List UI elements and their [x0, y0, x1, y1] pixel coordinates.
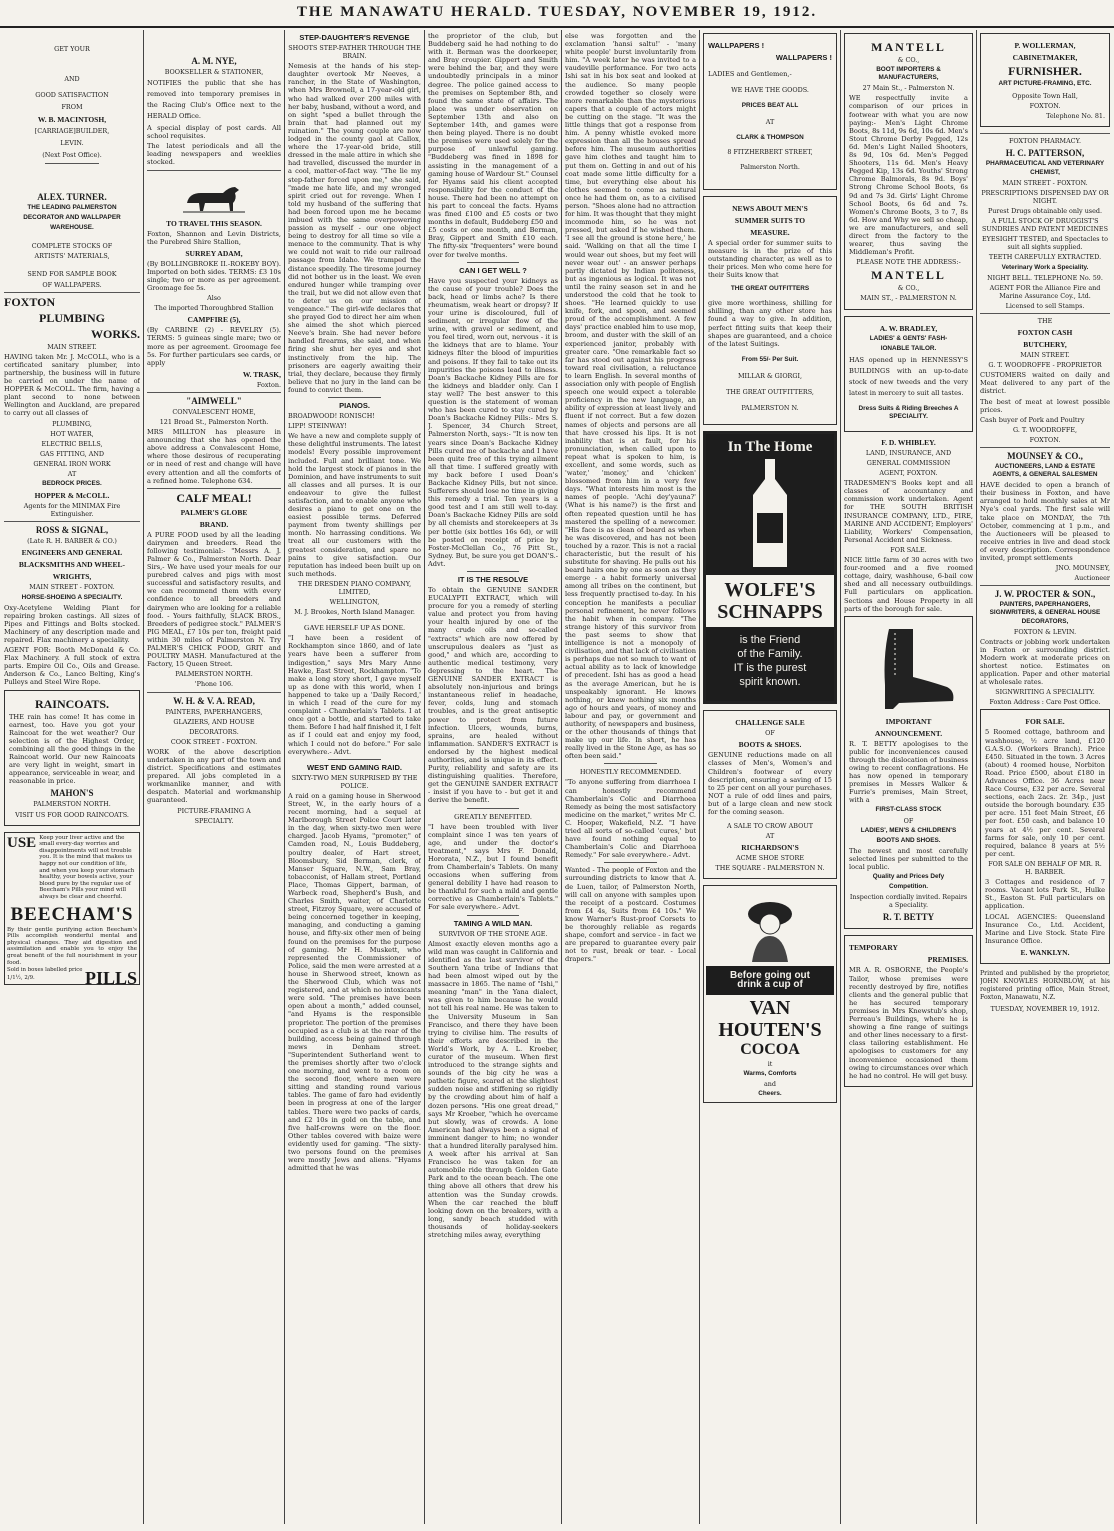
- ad-line: LIPP! STEINWAY!: [288, 422, 347, 431]
- ad-line: DECORATORS.: [189, 727, 239, 736]
- ad-line: SIGNWRITING A SPECIALITY.: [995, 688, 1095, 697]
- ad-street: MAIN STREET - FOXTON.: [29, 583, 115, 592]
- ad-line: PAINTERS, PAPERHANGERS, SIGNWRITERS, & GENERAL HOUSE DECORATORS,: [989, 601, 1101, 625]
- column-7: [844, 30, 973, 1520]
- pianos-ad: [288, 401, 421, 616]
- column-rule: [976, 30, 977, 1524]
- ad-body: LADIES and Gentlemen,-: [708, 70, 792, 78]
- ad-title: RAINCOATS.: [34, 696, 110, 711]
- plumbing-ad: [4, 296, 140, 519]
- ad-line: PALMER'S GLOBE: [180, 507, 248, 517]
- ad-name: ALEX. TURNER.: [37, 192, 107, 202]
- ad-name: HOUTEN'S: [718, 1018, 822, 1041]
- article-wild-man: [428, 919, 558, 1240]
- ad-body: CUSTOMERS waited on daily and Meat delivered to any part of the district.: [980, 371, 1110, 396]
- ad-line: BRAND.: [199, 519, 229, 529]
- ad-title: BOOTS & SHOES.: [738, 740, 802, 750]
- ad-name: ROSS & SIGNAL,: [35, 525, 109, 536]
- ad-line: AT: [67, 469, 77, 478]
- ad-line: PRESCRIPTIONS DISPENSED DAY OR NIGHT.: [981, 188, 1109, 205]
- beecham-ad: [4, 832, 140, 986]
- travel-ad: [147, 181, 281, 389]
- ad-body: The best of meat at lowest possible prices.: [980, 397, 1110, 414]
- ad-line: WELLINGTON,: [329, 598, 380, 607]
- ad-body: Oxy-Acetylene Welding Plant for repairing broken castings. All sizes of Pipes and Fittings and Bolts stocked. Machinery of any description made and repaired. Flax machinery a speciality.: [4, 603, 140, 644]
- ad-line: Foxton Address : Care Post Office.: [989, 698, 1101, 707]
- ad-line: PALMERSTON NORTH.: [33, 800, 111, 809]
- ad-line: SEND FOR SAMPLE BOOK: [27, 270, 117, 279]
- ad-line: OF WALLPAPERS.: [42, 280, 102, 289]
- ad-line: FOR SALE.: [890, 545, 927, 554]
- ad-line: (Next Post Office).: [42, 151, 102, 159]
- article-body: A raid on a gaming house in Sherwood Street, W., in the early hours of a recent morning, had a sequel at Marlborough Street Police Court later in the day, when sixty-two men were charged. Jacob Hyams, "promoter," of Camden road, N., Louis Buddeberg, poultry dealer, of Hart street, Bloomsbury, Sid Berman, clerk, of Manser Square, N.W., Sam Bray, tobacconist, of Hallam street, Portland Place, Thomas Gippert, barman, of Warbeck road, Shepherd's Bush, and Charles Smith, waiter, of Charlotte street, Fitzroy Square, were accused of being concerned together in keeping, managing, and conducting a gaming house, and fifty-six other men of being found on the premises for the purpose of gaming. Mr H. Muskett, who represented the Commissioner of Police, said the men were arrested at a house in Sherwood street, known as the Sherwood Club, which was not registered, and at which no intoxicants were sold. "The premises have been open about a month," added counsel, "and Hyams is the responsible proprietor. The portion of the premises occupied as a club is at the rear of the building, access being gained through mews in Denham street. "Superintendent Sutherland went to the premises shortly after two o'clock one morning, and went to a room on the second floor, where men were sitting and standing round various tables. The game of faro had evidently been in progress at one of the larger tables. There were two packs of cards, and £2 10s in gold on the table, and five half-crowns were on the floor. Other tables covered with baize were evidently used for gaming. "The sixty-two persons found on the premises were mostly Jews and aliens. "Hyams admitted that he was: [288, 791, 421, 1173]
- aimwell-ad: [147, 396, 281, 485]
- ad-line: 121 Broad St., Palmerston North.: [159, 417, 269, 426]
- ad-line: FIRST-CLASS STOCK: [875, 806, 942, 814]
- ad-line: [CARRIAGE]BUILDER,: [34, 127, 110, 135]
- ad-line: FOXTON PHARMACY.: [1008, 137, 1081, 146]
- ad-name: VAN: [749, 996, 791, 1019]
- ad-line: PALMERSTON N.: [741, 404, 799, 413]
- ad-line: Foxton.: [256, 380, 281, 389]
- column-rule: [143, 30, 144, 1524]
- article-title: STEP-DAUGHTER'S REVENGE: [299, 33, 410, 42]
- ad-name: J. W. PROCTER & SON.,: [994, 589, 1096, 600]
- column-rule: [840, 30, 841, 1524]
- ad-line: 'Phone 106.: [194, 680, 234, 689]
- column-5: [565, 30, 696, 1520]
- column-rule: [284, 30, 285, 1524]
- ad-line: & CO.,: [897, 56, 920, 64]
- ad-line: ACME SHOE STORE: [736, 854, 804, 863]
- nye-ad: [147, 56, 281, 167]
- ad-title: PLUMBING: [39, 310, 105, 325]
- ad-line: TEETH CAREFULLY EXTRACTED.: [988, 253, 1102, 262]
- article-title: HONESTLY RECOMMENDED.: [579, 767, 682, 777]
- ad-body: The latest periodicals and all the leading newspapers and weeklies stocked.: [147, 142, 281, 167]
- ad-line: Palmerston North.: [740, 162, 800, 171]
- ad-line: and: [763, 1079, 777, 1088]
- ad-line: ARTISTS' MATERIALS,: [34, 252, 110, 261]
- ad-body: TRADESMEN'S Books kept and all classes of accountancy and commission work undertaken. Agent for THE SOUTH BRITISH INSURANCE COMPANY, LTD., FIRE, MARINE AND ACCIDENT; Employers' Liability, Workers' Compensation, Personal Accident and Sickness.: [844, 479, 973, 544]
- ad-line: A FULL STOCK OF DRUGGIST'S SUNDRIES AND PATENT MEDICINES: [982, 217, 1108, 234]
- ad-line: it: [767, 1059, 773, 1068]
- ad-line: PAINTERS, PAPERHANGERS,: [165, 707, 263, 716]
- ross-ad: [4, 525, 140, 686]
- article-honestly-recommended: [565, 767, 696, 859]
- wanklyn-for-sale-ad: [980, 709, 1110, 963]
- ad-title: PIANOS.: [339, 401, 370, 411]
- printer-imprint: Printed and published by the proprietor, JOHN KNOWLES HORNBLOW, at his registered printing office, Main Street, Foxton, Manawatu, N.Z.: [980, 969, 1110, 1002]
- ad-body: 5 Roomed cottage, bathroom and washhouse, ½ acre land, £120 G.A.S.O. (Workers Branch). Price £450. Situated in the town. 3 Acres (about) 4 roomed house, Norbiton Road. Price £500, about £180 in Advances Office. 36 Acres near Race Course, £32 per acre. Several sections, each 2acs. 2r. 34p., just outside the borough boundary. £35 per acre. 151 feet Main Street, £6 per foot. £50 cash, and balance 10 years at 4½ per cent. Several farms for sale, only 10 per cent. required, balance 8 years at 5½ per cent.: [985, 728, 1105, 858]
- ad-body: Contracts or jobbing work undertaken in Foxton or surrounding district. Modern work at moderate prices on shortest notice. Estimates on application. Paper and other material at wholesale rates.: [980, 637, 1110, 687]
- ad-line: PALMERSTON NORTH.: [175, 670, 253, 679]
- ad-line: CABINETMAKER,: [1012, 53, 1078, 62]
- ad-name: H. C. PATTERSON,: [1005, 148, 1085, 159]
- raincoats-ad: [4, 690, 140, 826]
- ad-line: Licensed to sell Stamps.: [1005, 301, 1085, 310]
- ad-name: A. M. NYE,: [191, 56, 237, 66]
- ad-line: PHARMACEUTICAL AND VETERINARY CHEMIST,: [985, 160, 1105, 176]
- ad-name: HOPPER & McCOLL.: [34, 491, 110, 501]
- ad-line: spirit known.: [739, 676, 801, 689]
- article-title: CAN I GET WELL ?: [459, 265, 527, 275]
- ad-line: PLUMBING,: [52, 419, 92, 428]
- ad-line: OF: [903, 816, 914, 825]
- ad-name: SURREY ADAM,: [185, 248, 243, 258]
- ad-line: BEDROCK PRICES.: [42, 480, 102, 488]
- ad-body: WORK of the above description undertaken in any part of the town and district. Specifications and estimates prepared. All jobs completed in a workmanlike manner, and with despatch. Material and workmanship guaranteed.: [147, 747, 281, 805]
- ad-name: W. B. MACINTOSH,: [37, 115, 107, 124]
- ad-body: Foxton, Shannon and Levin Districts, the Purebred Shire Stallion,: [147, 229, 281, 246]
- ad-line: A SALE TO CROW ABOUT: [727, 822, 813, 831]
- ad-title: CALF MEAL!: [176, 490, 252, 505]
- ad-line: Also: [207, 294, 221, 303]
- ad-body: Cash buyer of Pork and Poultry: [980, 415, 1085, 424]
- ad-street: MAIN STREET.: [1020, 351, 1070, 360]
- turner-ad: [4, 192, 140, 289]
- ad-name: MANTELL: [871, 268, 946, 283]
- ad-line: PICTURE-FRAMING A: [177, 806, 251, 815]
- ad-name: THE DRESDEN PIANO COMPANY, LIMITED,: [297, 579, 412, 596]
- masthead: THE MANAWATU HERALD. TUESDAY, NOVEMBER 19, 1912.: [296, 4, 818, 20]
- ad-body: MR A. R. OSBORNE, the People's Tailor, whose premises were recently destroyed by fire, notifies clients and the general public that he has secured temporary premises in Mrs Knewstub's shop, Perreau's Buildings, where he is showing a fine range of suitings and other lines necessary to a first-class tailoring establishment. He apologises to customers for any inconvenience occasioned them owing to circumstances over which he had no control. He will get busy.: [849, 966, 968, 1080]
- ad-body: A special display of post cards. All school requisites.: [147, 124, 281, 141]
- article-title: GREATLY BENEFITED.: [454, 811, 532, 821]
- ad-body: 3 Cottages and residence of 7 rooms. Vacant lots Park St., Hulke St., Easton St. Full particulars on application.: [985, 878, 1105, 911]
- ad-line: AUCTIONEERS, LAND & ESTATE AGENTS, & GENERAL SALESMEN: [992, 463, 1098, 479]
- ad-line: THE GREAT OUTFITTERS: [730, 285, 810, 293]
- ad-line: & CO.,: [897, 284, 920, 293]
- ad-body: LOCAL AGENCIES: Queensland Insurance Co., Ltd. Accident, Marine and Live Stock. State Fire Insurance Office.: [985, 912, 1105, 945]
- ad-line: ENGINEERS AND GENERAL: [21, 548, 123, 558]
- wolfes-schnapps-ad: [703, 431, 837, 704]
- ad-line: THE LEADING PALMERSTON: [27, 204, 117, 211]
- ad-title: FOXTON: [4, 294, 56, 309]
- ad-body: THE rain has come! It has come in earnest, too. Have you got your Raincoat for the wet weather? Our selection is of the Highest Order, combining all the good things in the Raincoat world. Our new Raincoats are very light in weight, smart in appearance, serviceable in wear, and reasonable in price.: [9, 712, 135, 786]
- masthead-rule: [0, 26, 1114, 28]
- ad-title: In The Home: [727, 439, 813, 456]
- ad-line: SPECIALTY.: [194, 816, 234, 825]
- ad-line: PLEASE NOTE THE ADDRESS:-: [856, 258, 961, 267]
- ad-title: FOR SALE.: [1025, 717, 1065, 727]
- ad-line: HOT WATER,: [50, 429, 94, 438]
- ad-name: PILLS: [84, 968, 137, 986]
- ad-line: IT is the purest: [733, 662, 807, 675]
- ad-line: AGENT FOR the Alliance Fire and Marine Assurance Coy., Ltd.: [989, 283, 1101, 300]
- ad-line: Cheers.: [758, 1089, 782, 1097]
- ad-title: ANNOUNCEMENT.: [874, 728, 943, 738]
- article-can-i-get-well: [428, 266, 558, 568]
- ad-body: GENUINE reductions made on all classes of Men's, Women's and Children's footwear of every description, ensuring a saving of 15 to 25 per cent on all your purchases. NOT a rule of odd lines and pairs, but of a large clean and new stock for the coming season.: [708, 751, 832, 816]
- ad-name: CLARK & THOMPSON: [736, 134, 804, 142]
- ad-title: CHALLENGE SALE: [735, 718, 805, 728]
- ad-title: FURNISHER.: [1008, 64, 1082, 78]
- ad-line: (Late R. H. BARBER & CO.): [27, 537, 117, 546]
- ad-body: NICE little farm of 30 acres with two four-roomed and a five roomed cottage, dairy, washhouse, 6-bail cow shed and all necessary outbuildings. Full particulars on application. Sections and House Property in all parts of the borough for sale.: [844, 556, 973, 613]
- ad-line: The imported Thoroughbred Stallion: [154, 304, 274, 313]
- ad-body: By their gentle purifying action Beecham's Pills accomplish wonderful mental and physical changes. They aid digestion and assimilation and enable you to enjoy the great benefit of the full nourishment in your food.: [7, 926, 137, 966]
- ad-title: PREMISES.: [927, 955, 968, 965]
- ad-title: WALLPAPERS !: [708, 41, 765, 50]
- ad-title: WALLPAPERS !: [775, 53, 832, 62]
- ad-title: WORKS.: [90, 326, 140, 341]
- millar-giorgi-ad: [703, 196, 837, 426]
- ad-title: TEMPORARY: [849, 943, 898, 953]
- ad-line: FOR SALE ON BEHALF OF MR. R. H. BARBER.: [988, 859, 1102, 877]
- ad-line: BLACKSMITHS AND WHEEL-: [18, 560, 126, 570]
- ad-line: HORSE-SHOEING A SPECIALITY.: [21, 593, 123, 601]
- ad-line: Warms, Comforts: [743, 1069, 797, 1077]
- article-gave-herself-up: [288, 623, 421, 755]
- ad-body: HAVE decided to open a branch of their business in Foxton, and have arranged to hold monthly sales at Mr Nye's coal yards. The first sale will take place on MONDAY, the 7th October, commencing at 1 p.m., and the Auctioneers will be pleased to receive entries in live and dead stock of every description. Correspondence invited, prompt settlements: [980, 481, 1110, 563]
- ad-street: COOK STREET - FOXTON.: [170, 737, 258, 746]
- ad-line: Agents for the MINIMAX Fire Extinguisher.: [23, 502, 121, 519]
- ad-name: MAHON'S: [50, 788, 94, 799]
- ad-body: Keep your liver active and the small every-day worries and disappointments will not trouble you. It is the mind that makes us happy not our condition of life, and when you keep your stomach healthy, your bowels active, your blood pure by the regular use of Beecham's Pills your mind will always be clear and cheerful.: [39, 834, 135, 900]
- woman-illustration-icon: [738, 892, 802, 962]
- article-step-daughter: [288, 33, 421, 394]
- ad-body: R. T. BETTY apologises to the public for inconveniences caused through the dislocation of business owing to recent conflagrations. He has now opened in temporary premises in Messrs Walker & Furrie's premises, Main Street, with a: [849, 739, 968, 805]
- ad-line: FOXTON.: [1029, 435, 1061, 444]
- ad-line: BOOT IMPORTERS & MANUFACTURERS,: [876, 66, 941, 82]
- ad-name: WOLFE'S: [724, 579, 816, 602]
- challenge-sale-ad: [703, 710, 837, 879]
- ad-line: FOXTON & LEVIN.: [1013, 627, 1077, 636]
- ad-line: LADIES', MEN'S & CHILDREN'S: [860, 826, 957, 834]
- ad-body: HAS opened up in HENNESSY'S BUILDINGS with an up-to-date stock of new tweeds and the very latest in mercery to suit all tastes.: [849, 355, 968, 397]
- ad-name: RICHARDSON'S: [741, 843, 799, 853]
- article-body: "I have been troubled with liver complaint since I was ten years of age, and under the doctor's treatment," says Mrs F. Donald, Hororata, N.Z., but I found benefit from Chamberlain's Tablets. On many occasions when suffering from general debility I have had reason to be thankful for such a mild and gentle corrective as Chamberlain's Tablets." For sale everywhere.- Advt.: [428, 822, 558, 912]
- ad-title: TO TRAVEL THIS SEASON.: [166, 218, 262, 228]
- ad-name: BEECHAM'S: [10, 903, 134, 925]
- ad-body: (By BOLLINGBROKE II.-ROKEBY BOY). Imported on both sides. TERMS: £3 10s single; two or more as per agreement. Groomage fee 5s.: [147, 259, 281, 293]
- article-body: To obtain the GENUINE SANDER EUCALYPTI EXTRACT, which will procure for you a remedy of sterling value and protect you from having your health injured by one of the many crude oils and so-called "extracts" which are now offered by unscrupulous dealers as "just as good," and which are, according to authentic medical testimony, very depressing to the heart. The GENUINE SANDER EXTRACT is absolutely non-injurious and brings instantaneous relief in headache, fever, colds, lung and stomach troubles, and is the great antiseptic power to protect from future infection. Ulcers, wounds, burns, sprains, are healed without inflammation. SANDER'S EXTRACT is endorsed by the highest medical authorities, and is unique in its effect. Purity, reliability and safety are its distinguishing qualities. Therefore, get the GENUINE SANDER EXTRACT - insist if you have to - but get it and derive the benefit.: [428, 586, 558, 805]
- ad-line: From 55/- Per Suit.: [741, 355, 799, 363]
- article-body: Almost exactly eleven months ago a wild man was caught in California and identified as the last survivor of the Southern Yana tribe of Indians that had been almost wiped out by the massacre in 1865. The name of "Ishi," meaning "man" in the Yana dialect, was given to him because he would not tell his real name. He was taken to the University Museum in San Francisco, and there they have been trying to civilise him. The results of their efforts are described in the World's Work, by A. L. Kroeber, curator of the museum. When first introduced to the strange sights and sounds of the big city he was a pathetic figure, scared at the slightest sudden noise and stiffening so rigidly by the crowding about him of half a dozen persons. "His one great dread," says Mr Kroeber, "which he overcame but slowly, was of crowds. A lone American had always been a signal of imminent danger to him; no wonder that a hundred literally paralysed him. A week after his arrival at San Francisco he was taken for an automobile ride through Golden Gate Park and to the ocean beach. The one thing above all others that drew his attention was the Sunday crowds. When the car reached the bluff looking down on the breakers, with a long, sandy beach studded with thousands of holiday-seekers stretching miles away, everything: [428, 939, 558, 1240]
- van-houtens-ad: [703, 885, 837, 1103]
- ad-line: ELECTRIC BELLS,: [41, 439, 103, 448]
- column-6: [703, 30, 837, 1520]
- ad-name: SCHNAPPS: [717, 601, 823, 624]
- ad-line: WAREHOUSE.: [50, 224, 94, 232]
- article-subtitle: SHOOTS STEP-FATHER THROUGH THE BRAIN.: [288, 44, 421, 61]
- column-3: [288, 30, 421, 1520]
- ad-body: (By CARBINE (2) - REVELRY (5). TERMS: 5 guineas single mare; two or more as per agreement. Groomage fee 5s. For further particulars see cards, or apply: [147, 326, 281, 367]
- ad-body: A PURE FOOD used by all the leading dairymen and breeders. Read the following testimonial:- "Messrs A. J. Palmer & Co., Palmerston North. Dear Sirs,- We have used your meals for our purebred calves and pigs with most successful and satisfactory results, and we can recommend them with every confidence to all breeders and dairymen who are looking for a reliable food. - Yours faithfully, SLACK BROS., Breeders of pedigree stock." PALMER'S PIG MEAL, £7 10s per ton, freight paid within 30 miles of Palmerston N. Try PALMER'S CHICK FOOD, GRIT and POULTRY MASH. Manufactured at the Factory, 15 Queen Street.: [147, 530, 281, 669]
- column-8: [980, 30, 1110, 1520]
- ad-name: MANTELL: [871, 40, 946, 54]
- ad-line: MAIN ST., - PALMERSTON N.: [860, 294, 957, 303]
- ad-line: GENERAL COMMISSION: [866, 459, 951, 467]
- ad-title: USE: [7, 834, 37, 851]
- ad-line: VISIT US FOR GOOD RAINCOATS.: [15, 810, 129, 819]
- ad-title: IMPORTANT: [885, 716, 932, 726]
- article-subtitle: SIXTY-TWO MEN SURPRISED BY THE POLICE.: [291, 773, 418, 790]
- ad-line: GENERAL IRON WORK: [33, 459, 111, 468]
- article-body: "To anyone suffering from diarrhoea I can honestly recommend Chamberlain's Colic and Diarrhoea Remedy as being the most satisfactory medicine on the market," writes Mr C. C. Hooper, Wakefield, N.Z. "I have tried all sorts of so-called 'cures,' but have found nothing equal to Chamberlain's Colic and Diarrhoea Remedy." For sale everywhere.- Advt.: [565, 778, 696, 860]
- mounsey-ad: [980, 451, 1110, 582]
- ad-name: R. T. BETTY: [882, 912, 935, 923]
- ad-name: W. H. & V. A. READ,: [173, 695, 255, 706]
- ad-line: G. T. WOODROFFE - PROPRIETOR: [988, 361, 1102, 370]
- ad-line: WE HAVE THE GOODS.: [731, 86, 809, 95]
- bottle-icon: [745, 457, 795, 569]
- ad-name: MILLAR & GIORGI,: [737, 371, 803, 380]
- bradley-ad: [844, 316, 973, 432]
- ad-name: W. TRASK,: [242, 369, 281, 379]
- ad-title: MEASURE.: [750, 227, 790, 237]
- ad-line: COMPLETE STOCKS OF: [31, 242, 113, 251]
- ad-line: AGENT, FOXTON.: [879, 469, 938, 478]
- ad-body: WE respectfully invite a comparison of our prices in footwear with what you are now paying:- Men's Light Chrome Boots, 8s 11d, 9s 6d, 10s 6d. Men's Stout Chrome Derby Pegged, 12s 6d. Men's Light Nailed Shooters, 8s 9d, 10s 6d. Men's Pegged Shooters, 11s 6d. Men's Heavy Pegged Kip, 13s 6d. Youths' Strong Chrome Balmorals, 8s 9d. Boys' Strong Chrome School Boots, 6s 9d and 7s 3d. Girls' Light Chrome School Boots, 6s 6d and 7s. Women's Chrome Boots, 3 to 7, 8s 6d. How and Why we sell so cheap, we are manufacturers, and sell direct from the factory to the wearer, thus saving the Middleman's Profit.: [849, 94, 968, 257]
- horse-icon: [179, 181, 249, 215]
- ad-line: GET YOUR: [54, 45, 90, 53]
- article-gaming-raid-cont: the proprietor of the club, but Buddeberg said he had nothing to do with it. Berman was the doorkeeper, and Bray croupier. Gippert and Smith were behind the bar, and they were undoubtedly principals in a minor degree. The police gained access to the premises on September 8th, and found the same state of affairs. The place was under observation on September 13th and also on September 14th, and games were then being played. There is no doubt the premises were used solely for the purpose of unlawful gaming. "Buddeberg was fined in 1898 for assisting in the management of a gaming house of Wardour St." Counsel for Hyams said his client accepted responsibility for the conduct of the house. There had been no attempt on his part to conceal the facts. Hyams was fined £100 and £5 costs or two months in default, Buddeberg £50 and £5 costs or one month, and Berman, Bray, Gippert and Smith £10 each. The fifty-six "frequenters" were bound over for twelve months.: [428, 32, 558, 259]
- ad-body: MRS MILLTON has pleasure in announcing that she has opened the above address a Convalescent Home, where those desirous of recuperating or in need of rest and change will have every attention and all the comforts of a refined home. Telephone 634.: [147, 428, 281, 485]
- ad-line: Quality and Prices Defy: [872, 873, 945, 881]
- ad-title: SUMMER SUITS TO: [734, 215, 806, 225]
- ad-line: Dress Suits & Riding Breeches A SPECIALITY.: [858, 404, 959, 420]
- osborne-ad: [844, 935, 973, 1086]
- ad-line: PRICES BEAT ALL: [741, 102, 799, 110]
- ad-name: COCOA: [740, 1040, 800, 1058]
- column-rule: [561, 30, 562, 1524]
- ad-body: give more worthiness, shilling for shilling, than any other store has found a way to give. In addition, perfect fitting suits that keep their shapes are guaranteed, and a choice of the latest Suitings.: [708, 299, 832, 348]
- ad-name: A. W. BRADLEY,: [879, 323, 938, 333]
- ad-line: 27 Main St., - Palmerston N.: [862, 84, 955, 93]
- ad-line: Purest Drugs obtainable only used.: [987, 206, 1102, 215]
- article-wild-man-cont: else was forgotten and the exclamation 'hansi saltu!' - 'many white people' burst involuntarily from him. "A week later he was invited to a vaudeville performance. For two acts Ishi sat in his box seat and looked at the audience. So many people crowded together so closely were more remarkable than the mysterious capers that a couple of actors might be cutting on the stage. "It was the little things that got a response from him. A penny whistle evoked more expression than all the houses spread before him. The museum authorities gave him clothes and taught him to put them on. Getting in and out of his coat made some little difficulty for a time, but everything else about his clothes seemed to come as natural once he had them on, as to a civilised person. "Shoes alone had no attraction for him. It was thought that they might incommode him, so he was not pressed, but asked if he wished them. 'I see all the ground is stone here,' he said. 'Walking on that all the time I would wear out shoes, but my feet will never wear out' - an answer perhaps partly dictated by Indian politeness, but as ingenious as logical. It was not until the rainy season set in and he understood the cold that he took to shoes. "He learned quickly to use knife, fork, and spoon, and seemed proud of the accomplishment. A few days' practice enabled him to use mop, broom, and duster with the skill of an experienced janitor, probably with greater care. "One remarkable fact so far has stood out against his progress toward real civilisation, a reluctance to learn English. In several months of association only with people of English speech one would expect a tolerable proficiency in the new language, an ability of expression at least lively and fluent if not correct. But a few dozen names of objects and persons are all that have crossed his lips. It is not inability that is at fault, for his pronunciation, when called upon to repeat what is spoken to him, is excellent, and some words, such as 'water,' 'money,' and 'chicken' blossomed from him in a very few days. "What interests him most is the names of people. 'Achi dey'yauna?' (What is his name?) is the first and often repeated question until he has mastered the spelling of a newcomer. "His face is as clean of beard as when he was discovered, and has not been touched by a razor. This is not a racial characteristic, but the result of his substitute for shaving. He pulls out his beard hairs one by one as soon as they emerge - a habit formerly universal among all tribes on the continent, but less frequently practised to-day. In his conception he manifests a peculiar personal refinement, he never follows the habit when in company. "The strange history of this survivor from the past seems to show that intelligence is not a monopoly of civilisation, and that lack of civilisation is perhaps due not so much to want of actual ability as to lack of knowledge of precedent. Ishi has as good a head as the average American, but he is unspeakably ignorant. He knows nothing, or knew nothing six months ago of hours and years, of money and labour and pay, or government and authority, of newspapers and business, or the other thousands of things that make up our life. In short, he has really lived in the Stone Age, as has so often been said.": [565, 32, 696, 761]
- ad-line: THE: [1037, 316, 1053, 325]
- ad-line: M. J. Brookes, North Island Manager.: [294, 608, 415, 617]
- wallpapers-ad: [703, 33, 837, 190]
- ad-line: IONABLE TAILOR.: [880, 344, 937, 352]
- ad-name: G. T. WOODROFFE,: [1012, 425, 1078, 434]
- ad-name: F. D. WHIBLEY.: [881, 437, 936, 447]
- article-body: Have you suspected your kidneys as the cause of your trouble? Does the back, head or limbs ache? Is there rheumatism, weak heart or dropsy? If your urine is discoloured, full of sediment, or irregular flow of the urine, with gravel or sediment, and you feel tired, worn out, nervous - it is the kidneys that are to blame. Your kidneys filter the blood of impurities and poisons. If they fail to take out its impurities the poisons lead to illness. Doan's Backache Kidney Pills are for the kidneys and bladder only. Can I stay well? The best answer to this question is the statement of woman who has been cured to stay cured by Doan's Backache Kidney Pills:- Mrs S. J. Spencer, 34 Church Street, Palmerston North, says:- "It is now ten years since Doan's Backache Kidney Pills cured me of backache and I have been quite free of this trying ailment all that time. I suffered greatly with my back before I used Doan's Backache Kidney Pills, but not since. Sufferers should lose no time in giving this remedy a trial. Ten years is a good test and I am still well to-day. Doan's Backache Kidney Pills are sold by all chemists and storekeepers at 3s per bottle (six bottles 16s 6d), or will be posted on receipt of price by Foster-McClellan Co., 76 Pitt St., Sydney. But, be sure you get DOAN'S.- Advt.: [428, 276, 558, 568]
- ad-street: MAIN STREET.: [47, 342, 97, 351]
- ad-line: BOOKSELLER & STATIONER,: [164, 68, 264, 76]
- ad-line: FROM: [61, 103, 83, 111]
- ad-line: GLAZIERS, AND HOUSE: [173, 717, 255, 726]
- procter-ad: [980, 589, 1110, 706]
- ad-name: E. WANKLYN.: [1020, 947, 1070, 957]
- ad-line: OF: [765, 729, 775, 738]
- ad-line: Sold in boxes labelled price 1/1½, 2/9.: [7, 967, 83, 982]
- ad-body: AGENT FOR: Booth McDonald & Co. Flax Machinery. A full stock of extra parts. Empire Oil Co., Oils and Grease. Anderson & Co., Lanco Belting, King's Pulleys and Steel Wire Rope.: [4, 646, 140, 687]
- ad-line: Before going out: [730, 970, 810, 982]
- ad-line: LADIES' & GENTS' FASH-: [869, 334, 948, 342]
- wollerman-ad: [980, 33, 1110, 127]
- betty-ad: [844, 616, 973, 930]
- ad-line: Veterinary Work a Speciality.: [1001, 263, 1089, 271]
- ad-name: P. WOLLERMAN,: [1014, 41, 1076, 50]
- ad-line: NIGHT BELL. TELEPHONE No. 59.: [987, 273, 1103, 282]
- ad-line: 8 FITZHERBERT STREET,: [727, 148, 813, 157]
- ad-line: of the Family.: [737, 648, 803, 661]
- ad-line: BROADWOOD! RONISCH!: [288, 412, 375, 421]
- read-ad: [147, 696, 281, 825]
- ad-name: CAMPFIRE (5),: [187, 315, 241, 325]
- imprint-date: TUESDAY, NOVEMBER 19, 1912.: [990, 1005, 1100, 1014]
- column-1: [4, 30, 140, 1520]
- ad-line: AT: [765, 832, 775, 841]
- ad-line: is the Friend: [739, 634, 801, 647]
- calf-meal-ad: [147, 492, 281, 689]
- column-4: [428, 30, 558, 1520]
- ad-line: ART PICTURE-FRAMING, ETC.: [998, 80, 1092, 87]
- ad-line: WRIGHTS,: [52, 572, 92, 582]
- article-title: TAMING A WILD MAN.: [453, 918, 533, 928]
- ad-body: A special order for summer suits to measure is in the prize of this outstanding character, as well as to their prices. Men who come here for their Suits know that: [708, 238, 832, 280]
- ad-line: EYESIGHT TESTED, and Spectacles to suit all sights supplied.: [981, 235, 1108, 252]
- ad-title: FOXTON CASH: [1017, 328, 1073, 338]
- ad-street: MAIN STREET - FOXTON.: [1002, 178, 1088, 187]
- ad-line: THE GREAT OUTFITTERS,: [726, 387, 814, 396]
- macintosh-ad: [4, 44, 140, 160]
- patterson-ad: [980, 137, 1110, 310]
- article-title: IT IS THE RESOLVE: [457, 575, 529, 584]
- ad-body: NOTIFIES the public that she has removed into temporary premises in the Racing Club's Office next to the HERALD Office.: [147, 79, 281, 121]
- article-title: GAVE HERSELF UP AS DONE.: [303, 623, 406, 633]
- ad-line: Auctioneer: [1074, 574, 1110, 583]
- ad-title: "AIMWELL": [186, 395, 242, 406]
- ad-line: JNO. MOUNSEY,: [1055, 564, 1110, 573]
- cash-butchery-ad: [980, 317, 1110, 444]
- ad-line: AT: [765, 118, 775, 127]
- ad-body: We have a new and complete supply of these delightful instruments. The latest models! Every possible improvement included. Full and brilliant tone. We hold the largest stock of pianos in the Dominion, and have instruments to suit all classes and all purses. It is our endeavour to give the fullest satisfaction, and to enable anyone who desires a piano to get one on the easiest possible terms. Deferred payment from twenty shillings per month. No harrassing conditions. We treat all our customers with the greatest consideration, and spare no pains to give satisfaction. Our reputation has indeed been built up on such methods.: [288, 432, 421, 578]
- article-resolve: [428, 575, 558, 805]
- mantell-ad: [844, 33, 973, 310]
- article-body: "I have been a resident of Rockhampton since 1860, and of late years have been a sufferer from indigestion," says Mrs Mary Anne Hawke, East Street, Rockhampton. "To make a long story short, I gave myself up as done with this world, when I happened to take up a 'Daily Record,' in which I read of the cure for my complaint - Chamberlain's Tablets. I at once got a bottle, and started to take them. Before I had half finished it, I felt as if I could eat and enjoy my food, which I could not do before." For sale everywhere.- Advt.: [288, 634, 421, 756]
- ad-line: LEVIN.: [60, 139, 84, 147]
- ad-line: DECORATOR AND WALLPAPER: [23, 214, 121, 222]
- whibley-ad: [844, 438, 973, 613]
- ad-title: BUTCHERY,: [1023, 340, 1067, 350]
- ad-line: Opposite Town Hall,: [1012, 92, 1078, 101]
- column-2: [147, 30, 281, 1520]
- boot-icon: [859, 625, 959, 713]
- ad-line: drink a cup of: [737, 978, 803, 990]
- column-rule: [424, 30, 425, 1524]
- ad-line: GOOD SATISFACTION: [35, 91, 109, 99]
- ad-line: Telephone No. 81.: [1046, 112, 1105, 121]
- ad-body: The newest and most carefully selected lines per submitted to the local public.: [849, 846, 968, 871]
- ad-line: FOXTON.: [1029, 102, 1061, 111]
- ad-line: BOOTS AND SHOES.: [876, 836, 941, 844]
- ad-line: LAND, INSURANCE, AND: [865, 448, 952, 457]
- article-title: WEST END GAMING RAID.: [307, 762, 402, 772]
- article-body: Nemesis at the hands of his step-daughter overtook Mr Neeves, a rancher, in the State of Washington, when Mrs Brownell, a 17-year-old girl, who had walked over 200 miles with her baby, husband, without a word, and on sight "sped a bullet through the brain that had planned out my ruination." The young couple are now lodged in the county gaol at Callox, where the 17-year-old bride, still dressed in the male attire in which she had travelled, discussed the murder in a cool, matter-of-fact way. "The lie my step-father forced upon me," she said, "made me hate life, and my wronged spirit cried out for revenge. When I told my husband of the suffering that had been forced upon me he became imbued with the same overpowering passion as myself - our one object being to destroy for all time so vile a menace to the community. That is why we could not wait to ride our railroad passage from Idaho. We tramped the distance speedily. The tiresome journey did not bother us in the least. We even endured hunger while tramping over the trail, but we did not allow even that to deter us on our mission of vengeance." The girl-wife declares that she prayed God to direct her aim when she aimed the shot which pierced Neeve's brain. She had never before handled firearms, she said, and when firing she shut her eyes and shot instinctively from the hip. The prisoners are eagerly awaiting their trial, they declare, because they firmly believe that no jury in the land can be found to convict them.: [288, 62, 421, 394]
- ad-line: CONVALESCENT HOME,: [172, 407, 256, 416]
- ad-line: AND: [64, 75, 80, 83]
- ad-line: GAS FITTING, AND: [39, 449, 105, 458]
- ad-line: THE SQUARE - PALMERSTON N.: [715, 864, 825, 873]
- ad-line: Inspection cordially invited. Repairs a Speciality.: [849, 893, 968, 910]
- ad-line: Competition.: [888, 883, 929, 891]
- ad-name: MOUNSEY & CO.,: [1007, 451, 1083, 461]
- column-rule: [699, 30, 700, 1524]
- ad-title: NEWS ABOUT MEN'S: [732, 203, 808, 213]
- article-gaming-raid: [288, 763, 421, 1173]
- article-subtitle: SURVIVOR OF THE STONE AGE.: [438, 929, 548, 938]
- ad-body: HAVING taken Mr. J. McCOLL, who is a certificated sanitary plumber, into partnership, the business will in future be carried on under the name of HOPPER & McCOLL. The firm, having a plant second to none between Wellington and Auckland, are prepared to carry out all classes of: [4, 352, 140, 418]
- wanted-notice: Wanted - The people of Foxton and the surrounding districts to know that A. de Luen, tailor, of Palmerston North, will call on anyone with samples upon the receipt of a postcard. Costumes from £4 4s, Suits from £4 10s." We know Warner's Rust-proof Corsets to be thoroughly reliable as regards shape, comfort and service - in fact we are prepared to guarantee every pair not to rust, break or tear. - Local drapers.": [565, 866, 696, 964]
- article-greatly-benefited: [428, 812, 558, 912]
